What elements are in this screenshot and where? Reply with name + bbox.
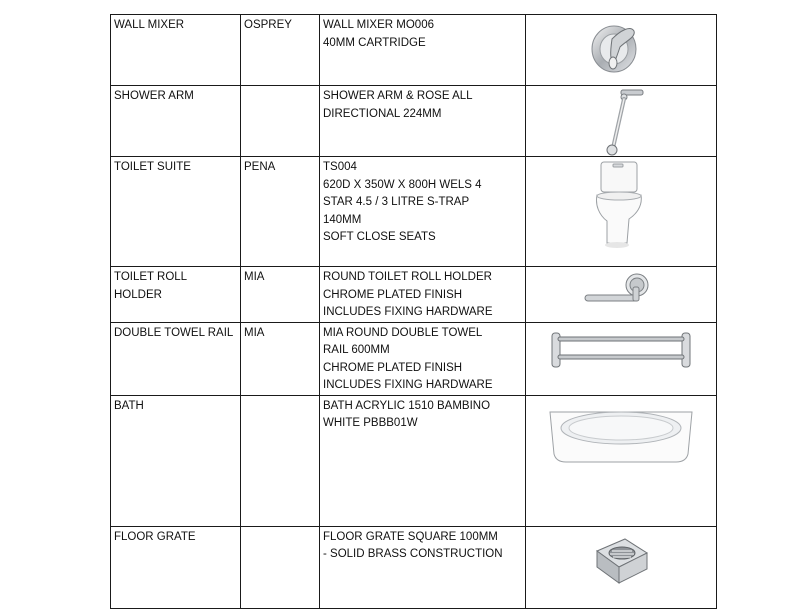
item-name: WALL MIXER <box>111 15 241 86</box>
product-image <box>526 395 717 526</box>
description-line: FLOOR GRATE SQUARE 100MM <box>323 530 498 543</box>
description-line: CHROME PLATED FINISH <box>323 361 463 374</box>
product-image <box>526 267 717 323</box>
item-description <box>320 267 526 323</box>
description-line: ROUND TOILET ROLL HOLDER <box>323 271 492 283</box>
item-description <box>320 157 526 267</box>
table-row <box>111 267 717 323</box>
description-line: RAIL 600MM <box>323 344 390 356</box>
table-row <box>111 86 717 157</box>
description-line: MIA ROUND DOUBLE TOWEL <box>323 326 483 339</box>
item-brand <box>241 526 320 608</box>
item-description <box>320 395 526 526</box>
description-line: SHOWER ARM & ROSE ALL <box>323 90 473 102</box>
item-name: TOILET SUITE <box>111 157 241 267</box>
item-brand <box>241 395 320 526</box>
item-brand: MIA <box>241 322 320 395</box>
description-line: INCLUDES FIXING HARDWARE <box>323 306 493 318</box>
item-brand: OSPREY <box>241 15 320 86</box>
item-name: BATH <box>111 395 241 526</box>
description-line: 40MM CARTRIDGE <box>323 36 426 49</box>
table-row <box>111 322 717 395</box>
item-name: DOUBLE TOWEL RAIL <box>111 322 241 395</box>
floor-grate-icon <box>591 529 651 589</box>
description-line: SOFT CLOSE SEATS <box>323 231 436 243</box>
description-line: CHROME PLATED FINISH <box>323 288 463 301</box>
table-row <box>111 395 717 526</box>
description-line: INCLUDES FIXING HARDWARE <box>323 379 493 391</box>
description-line: STAR 4.5 / 3 LITRE S-TRAP <box>323 196 470 208</box>
product-image <box>526 526 717 608</box>
double-towel-rail-icon <box>546 325 696 375</box>
fixtures-table <box>110 14 717 609</box>
wall-mixer-icon <box>586 17 656 77</box>
item-brand: MIA <box>241 267 320 323</box>
shower-arm-icon <box>591 88 651 156</box>
description-line: - SOLID BRASS CONSTRUCTION <box>323 548 503 560</box>
toilet-suite-icon <box>591 159 651 251</box>
description-line: 620D X 350W X 800H WELS 4 <box>323 178 482 191</box>
description-line: BATH ACRYLIC 1510 BAMBINO <box>323 399 491 412</box>
item-brand <box>241 86 320 157</box>
bath-icon <box>546 398 696 472</box>
item-description <box>320 322 526 395</box>
description-line: TS004 <box>323 161 357 173</box>
table-row <box>111 15 717 86</box>
item-name: SHOWER ARM <box>111 86 241 157</box>
table-row <box>111 526 717 608</box>
toilet-roll-holder-icon <box>581 269 661 313</box>
table-row <box>111 157 717 267</box>
description-line: WALL MIXER MO006 <box>323 19 434 31</box>
description-line: WHITE PBBB01W <box>323 417 418 429</box>
product-image <box>526 322 717 395</box>
product-image <box>526 86 717 157</box>
item-brand: PENA <box>241 157 320 267</box>
description-line: 140MM <box>323 213 362 226</box>
item-description <box>320 15 526 86</box>
item-description <box>320 86 526 157</box>
item-name: TOILET ROLL HOLDER <box>111 267 241 323</box>
description-line: DIRECTIONAL 224MM <box>323 107 442 120</box>
product-image <box>526 15 717 86</box>
item-name: FLOOR GRATE <box>111 526 241 608</box>
item-description <box>320 526 526 608</box>
product-image <box>526 157 717 267</box>
